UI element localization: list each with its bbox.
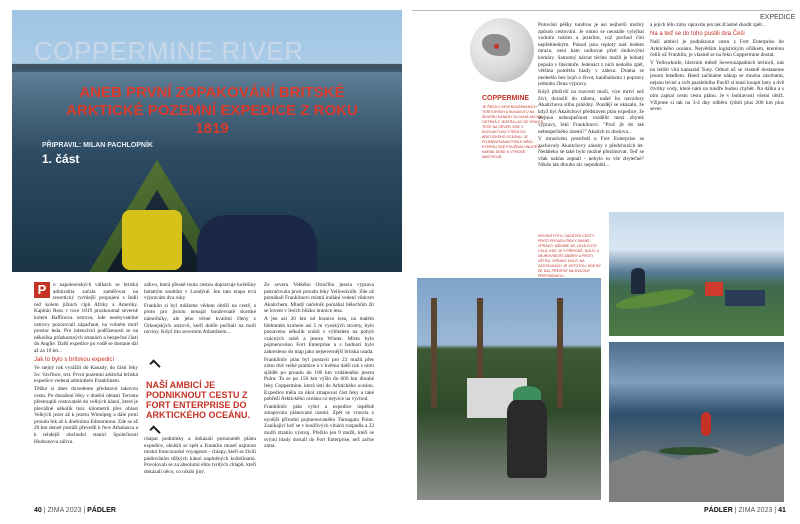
author-byline: PŘIPRAVIL: MILAN PACHLOPNÍK [42, 142, 153, 149]
coast-photo [609, 342, 784, 502]
hero-photo [12, 10, 402, 272]
left-column-2-top: zálivu, která přesně touto cestou dopravuje kožešiny bohatým snobům v Londýně. Jen tato etapa trvá výpravám dva roky. Franklin si byl můžeme vědom obtíží na cestě, a proto pro jistotu nenajal houževnaté skotské námořníky, ale jeho věrné kvalitní členy z Orknejských ostrovů, kteří dobře počítali na moři noviny. Když tito severním Atlantikem... [144, 282, 256, 336]
right-column-2: a jejich tělo zimy opravdu jen tak šťastně shodit zpět... Na a teď se do toho pustili dva Češi Naší ambicí je podniknout cestu z Fort Enterprise do Arktického oceánu. Největším logistickým oříškem, kterému čelili už Franklin, je vlastně se na řeku Coppermine dostat. V Yellowknife, hlavním městě Severozápadních teritorií, nás na letišti vítá kamarád Tony. Odtud už se vlastně dostaneme jenom letadlem. Hned začínáme nákup se mnoha zásobami, nejsou levné a svět paralelního Pavlíř si musí koupit boty a dvě čtvrtky vody, které nám na tundře budou chybět. Na dálku a s ním zapsal cestu cestu plánu. Je v bublavosti všemi obtíž. Vžijeme si tak na 3-4 dny odběru týdnů plus 200 km plus sever. [650, 22, 784, 113]
right-column-1: Putování pěšky tundrou je asi nejhorší možný způsob cestování. Je nutno se neustále vyhýbat vodním tokům a jezerům, což pochod činí nepřehledným. Pokud jsou teploty nad bodem mrazu, není kam unikovat před únikovými komáry. Samotný návrat těchto mužů je bohatý popsán v literatuře. Jedenáct z nich nedošlo zpět, většina pomřela hlady v zálesu. Drama se neobešlo bez bojů o život, kanibalismu i popravy jednoho člena výpravy. Když přeživší na rozcestí muži, více mrtví než živí, dorazili do tábora, našel ho navzdory Akaitchova slibu prázdný. Později se ukázalo, že když byl Akaitchovi představen plán expedice, že stejnou nebezpečnost rozdělit mezi zbytek výpravy, řekl Franklinovi: "Proč jít do tak nebezpečného území?" Akaitch to doslova... V mrazivém prostředí u Fort Enterprise se zachovaly Akaitchovy zásoby z předchozích let. Nedaleko se také bylo možné přezimovat. Teď se však nahlas zeptali - nebylo to vše zbytečné? Nikdo tak dlouho nic nepodnikl... [538, 22, 644, 169]
right-footer: PÁDLER | ZIMA 2023 | 41 [704, 507, 786, 514]
left-column-3: Ze severu Velkého Otročího jezera vyprava pokračovala proti proudu řeky Yellowknife. Zde už pomáhali Franklinovi místní indiáni vedení vůdcem Akaitchem. Mladý náčelník pomáhal bělochům žít se lovem v lesích blízko hranice lesa. A jen asi 20 km od hranice lesa, na malém břehnném kruhem asi 5 m vysokých stromy, bylo postaveno několik srubů s výhledem na pohyb vzácných sobů a jezera Winter. Místo bylo pojmenováno Fort Enterprise a s hodnotí bylo zakresleno do map jako nejsevernější britská osada. Franklinův plán byl postavit pro 22 mužů přes zimu dvě velké pramice a v květnu další rok s nimi sjíždět po proudu do 100 km vzdáleného jezera Point. To se po 150 km výšlo do 600 km dlouhé řeky Coppermine, která ústí do Arktického oceánu. Expedice měla za úkol zmapovat část řeky a také pobřeží Arktického oceánu co nejvíce na východ. Franklinův plán vyšel a expedice úspěšně zmapovala plánované území. Zpět se vracela z nynější přírodní pojmenovaného Turnagain Point. Zanikající loď se v bouřlivých vlnách rozpadla a 22 mužů ztratilo výstroj. Přežilo jen 9 mužů, kteří se svými hlady dostali do Fort Enterprise, než začne zima. [264, 282, 374, 450]
sidebar-title: COPPERMINE [482, 95, 530, 102]
globe-icon [470, 18, 534, 82]
chevron-up-icon [149, 425, 160, 436]
left-footer: 40 | ZIMA 2023 | PÁDLER [34, 507, 116, 514]
lakeshore-photo [609, 212, 784, 336]
sidebar-text: JE ŘEKA V SEVEROZÁPADNÍCH TERITORIÍCH A NUNAVUTU NA SEVERU KANADY DLOUHÁ 845 KM. ODTÉKÁ Z JEZERA LAC DE GRAS A TEČE NA SEVER, KDE V KUGLUKTUKU VTÉKÁ DO ARKTICKÉHO OCEÁNU. JE POJMENOVÁNA PODLE MĚDI, KTEROU ZDE POUŽÍVALI INUITÉ A KMENE DENE K VÝROBĚ NÁSTROJŮ. [482, 105, 543, 159]
article-title: COPPERMINE RIVER [34, 36, 304, 66]
pull-quote: NAŠÍ AMBICÍ JE PODNIKNOUT CESTU Z FORT ENTERPRISE DO ARKTICKÉHO OCEÁNU. [146, 380, 251, 420]
left-column-1: P o napoleonských válkách se britská admiralita začala zaměřovat na teoretický rychlejší propojení s Indií než kolem jižních cípů Afriky a Ameriky. Kapitán Ross v roce 1819 prozkoumal severně kolem Baffinova ostrova, kde neobyvatelné ostrovy pozorovali zápaďané, na volném moři prostor leda. Pro intenzivní podřízenosti se na několika průzkumných stranách a bezpečné části do Anglie. Další expedice po vodě se dostane dál až za 10 let... Jak to bylo s britskou expedicí Ve stejný rok vyrážili do Kanady, do části řeky Sv. Vavřince, trst. První pozemní arktická britská expedice vedená admirálem Franklinem. Těžko si dnes dovedeme představit takovou cestu. Po dosažení řeky v dnešní oblasti Toronta přestoupili cestovatelé do velkých kánoí, které je převážně několik tisíc kilometrů přes oblast Velkých jezer až k jezeru Winnipeg a dále proti proudu řek až k dnešnímu Edmontonu. Zde se až 20 km denně portáží převedli k řece Athabasca a k tehdejší obchodní stanici Společnosti Hudsonova zálivu. [34, 282, 138, 445]
section-heading: Na a teď se do toho pustili dva Češi [650, 30, 745, 37]
section-heading: Jak to bylo s britskou expedicí [34, 356, 115, 363]
camp-photo [417, 278, 601, 500]
photo-caption: VRCHNÍ FOTO: ZAČÁTEK CESTY PROTI PROUDU ŘEKY SNARE. VPRAVO: MĚNÍME SE, LEVÁ FOTO CELÁ, KDE JE V PŘÍRODĚ. DOLŮ: V NEJROVNĚJŠÍ ZÁBĚRY A PROTI VĚTRU. VPRAVO DOLE: NA ZASTÁVKACH JE JISTOTOU, KDE BY SE DAL PŘESPAT NA DVA DNY PŘIPOMÍNKOU. [538, 234, 601, 278]
drop-cap: P [34, 282, 50, 298]
part-number: 1. část [42, 152, 80, 166]
article-subtitle: ANEB PRVNÍ ZOPAKOVÁNÍ BRITSKÉ ARKTICKÉ POZEMNÍ EXPEDICE Z ROKU 1819 [66, 84, 358, 137]
left-column-2-bottom: chápat podmínky a dokázali porozumět plánu expedice, obrátili se zpět a Franklin musel najmout místní francouzské voyageurs - chlapy, kteří se živili pádlováním těžkých kánoí naplněných kožešinami. Povolovali se za absolutní elitu tvrdých chlapů, kteří dokázali něco, co nikdo jiný. [144, 436, 256, 475]
section-label: EXPEDICE [760, 14, 796, 21]
